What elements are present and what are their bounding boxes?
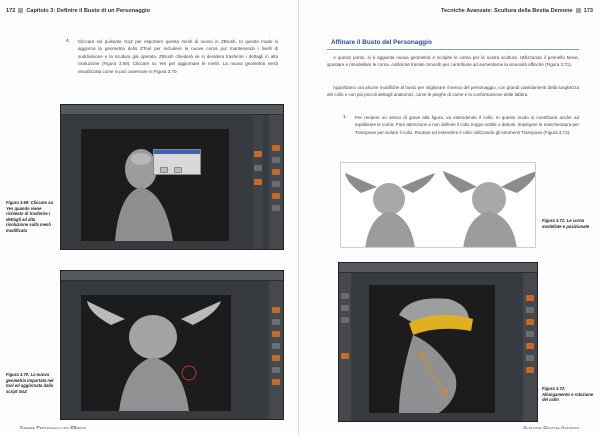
panel-button[interactable] [526,331,534,337]
left-step-number: 4. [66,39,71,44]
figure-3-71-caption: Figura 3.71: Le corna modellate e posizionate [542,218,590,229]
panel-button[interactable] [272,343,280,349]
square-marker-icon [18,8,23,13]
demon-bust-render [81,129,229,241]
right-running-head [441,8,593,14]
zbrush-canvas [81,129,229,241]
panel-button[interactable] [272,331,280,337]
tool-button[interactable] [341,317,349,323]
panel-button[interactable] [272,205,280,211]
panel-button[interactable] [272,379,280,385]
right-step-number: 1. [343,115,348,120]
zbrush-toolbar [61,105,283,115]
panel-button[interactable] [526,343,534,349]
panel-button[interactable] [526,295,534,301]
dialog-no-button[interactable] [174,167,182,173]
section-title: Affinare il Busto del Personaggio [331,39,432,46]
zbrush-right-panel [523,273,537,421]
bust-neck-transpose-render [369,285,495,413]
horned-bust-front-views [341,163,536,248]
dialog-yes-button[interactable] [160,167,168,173]
zbrush-canvas [81,295,231,411]
panel-button[interactable] [272,157,280,163]
section-divider [327,49,579,50]
zbrush-tool-column [253,115,263,249]
tool-button[interactable] [341,305,349,311]
tool-button[interactable] [341,293,349,299]
left-running-head [6,8,150,14]
tool-button[interactable] [254,179,262,185]
panel-button[interactable] [272,319,280,325]
square-marker-icon [576,8,581,13]
figure-3-72-caption: Figura 3.72: Allungamento e rotazione del collo [542,386,594,403]
zbrush-left-tool-column [339,273,351,421]
zbrush-right-panel [269,115,283,249]
transfer-details-dialog [153,149,201,175]
figure-3-71-renders [340,162,536,248]
right-paragraph-1: A questo punto, si è aggiunta nuova geometria e scolpite le corna per la nostra scultura. Utilizzando il pennello Move, spostare e rimodellare le corna. Addolcire tramite Smooth per contribuire ad aumentarne la sinuosità affinchè (Figura 3.71). [327,55,579,68]
panel-button[interactable] [272,307,280,313]
panel-button[interactable] [526,355,534,361]
figure-3-70-caption: Figura 3.70: La nuova geometria importata nel tool ed aggiornata dallo script GoZ [6,372,54,394]
figure-3-70-screenshot [60,270,284,420]
right-footer: Scultura Digitale Avanzata [523,426,579,431]
right-page-number: 173 [583,8,593,14]
zbrush-toolbar [339,263,537,273]
panel-button[interactable] [526,319,534,325]
panel-button[interactable] [526,307,534,313]
panel-button[interactable] [272,145,280,151]
panel-button[interactable] [272,181,280,187]
right-paragraph-2: Apportiamo ora alcune modifiche al busto per migliorare il senso del personaggio, con grandi cambiamenti della lunghezza del collo e con più piccoli dettagli anatomici, come le pieghe di carne e la conformazione delle labbra. [327,85,579,98]
left-running-head-title: Capitolo 3: Definire il Busto di un Personaggio [26,8,151,14]
panel-button[interactable] [272,169,280,175]
zbrush-right-panel [269,281,283,419]
figure-3-69-caption: Figura 3.69: Cliccare su Yes quando viene richiesto di trasferire i dettagli ad alta risoluzione sulla mesh modificata [6,200,54,233]
demon-bust-with-horns-render [81,295,231,411]
right-running-head-title: Tecniche Avanzate: Scultura della Bestia Demone [441,8,573,14]
dialog-title-bar [154,150,200,154]
panel-button[interactable] [272,193,280,199]
figure-3-72-screenshot [338,262,538,422]
panel-button[interactable] [526,367,534,373]
left-page-number: 172 [6,8,16,14]
tool-button[interactable] [254,165,262,171]
zbrush-toolbar [61,271,283,281]
color-picker-button[interactable] [341,353,349,359]
right-step-text: Per rendere un senso di grave alla figura, va estendendo il collo. In questo modo si contribuirà anche ad equilibrare le corna. Fare attenzione a non definire il collo troppo sottile o debole. Impiegare le mascheratura per Transpose per isolare il collo. Ruotare ed estendere il collo utilizzando gli strumenti Transpose (Figura 3.72). [355,115,579,135]
panel-button[interactable] [272,355,280,361]
tool-button[interactable] [254,151,262,157]
zbrush-canvas [369,285,495,413]
figure-3-69-screenshot [60,104,284,250]
left-step-text: Cliccare sul pulsante GoZ per esportare questa mesh di nuovo in ZBrush. In questo modo si aggiorna la geometria dello ZTool per includere le nuove corna pur mantenendo i livelli di suddivisione e la scultura già operata. ZBrush chiederà se si desidera trasferire i dettagli in alta risoluzione (Figura 3.69). Cliccare su Yes per aggiornare le mesh. La nuova geometria verrà visualizzata come si può osservare in Figura 3.70. [78,39,278,74]
panel-button[interactable] [272,367,280,373]
left-footer: Creare Personaggi con ZBrush [20,426,87,431]
left-page [0,0,299,435]
